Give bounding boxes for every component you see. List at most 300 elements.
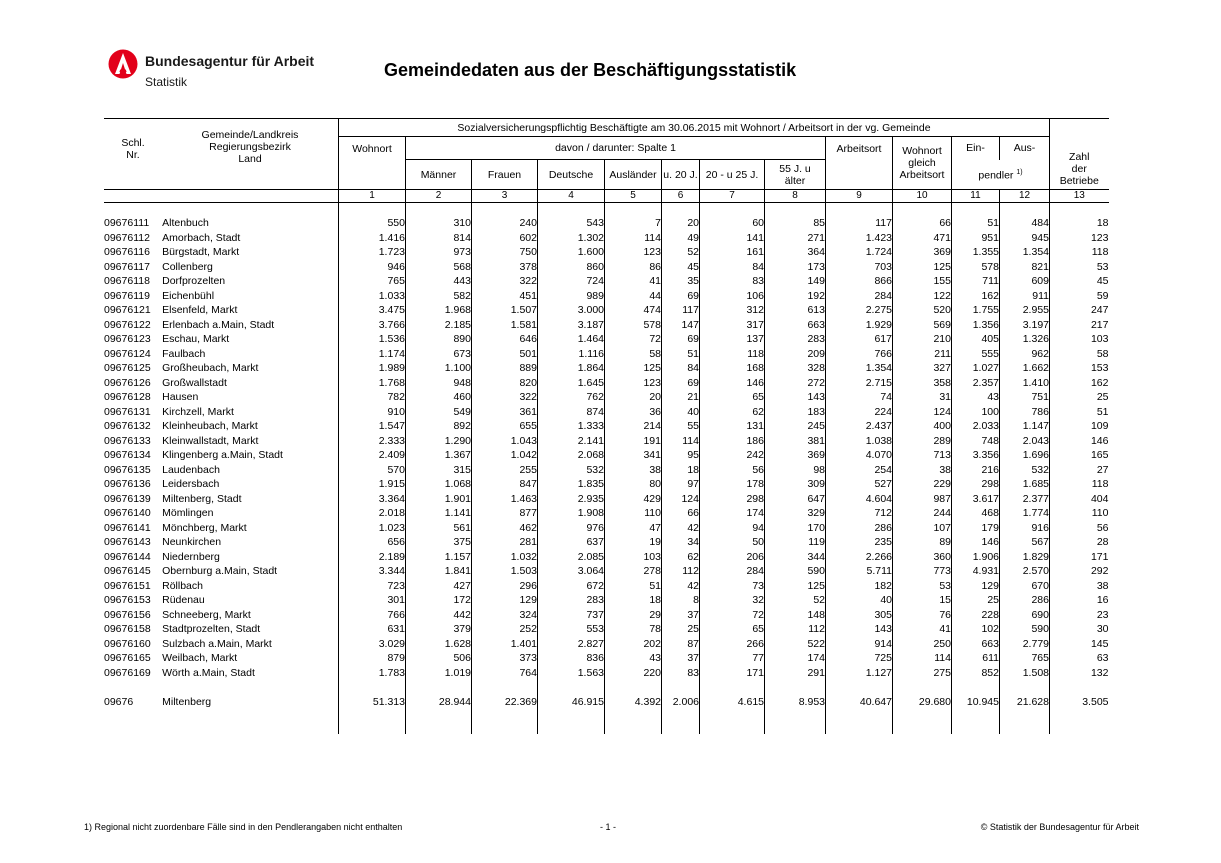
row-name: Röllbach	[162, 579, 203, 592]
row-value: 63	[1050, 651, 1109, 666]
row-value: 112	[662, 564, 700, 579]
row-value: 102	[952, 622, 1000, 637]
row-value: 4.392	[605, 695, 662, 710]
row-value: 224	[826, 405, 893, 420]
row-value: 2.189	[339, 550, 406, 565]
table-row	[104, 448, 1109, 463]
table-row	[104, 289, 1109, 304]
row-value: 103	[1050, 332, 1109, 347]
row-value: 570	[339, 463, 406, 478]
footnote: 1) Regional nicht zuordenbare Fälle sind in den Pendlerangaben nicht enthalten	[84, 822, 403, 832]
row-value: 405	[952, 332, 1000, 347]
row-value: 62	[700, 405, 765, 420]
row-value: 360	[893, 550, 952, 565]
row-value: 36	[605, 405, 662, 420]
row-value: 22.369	[472, 695, 538, 710]
row-name: Bürgstadt, Markt	[162, 246, 240, 258]
row-code: 09676160	[104, 637, 151, 650]
row-value: 1.032	[472, 550, 538, 565]
row-value: 613	[765, 303, 826, 318]
header-banner: Sozialversicherungspflichtig Beschäftigte am 30.06.2015 mit Wohnort / Arbeitsort in der vg. Gemeinde	[339, 119, 1050, 137]
row-value: 609	[1000, 274, 1050, 289]
row-value: 1.841	[406, 564, 472, 579]
row-value: 110	[605, 506, 662, 521]
row-value: 765	[1000, 651, 1050, 666]
row-value: 86	[605, 260, 662, 275]
row-value: 1.333	[538, 419, 605, 434]
table-row	[104, 231, 1109, 246]
row-value: 51.313	[339, 695, 406, 710]
row-value: 85	[765, 216, 826, 231]
row-value: 532	[538, 463, 605, 478]
column-number: 5	[605, 190, 662, 203]
row-value: 1.536	[339, 332, 406, 347]
row-code: 09676141	[104, 521, 151, 534]
row-value: 125	[765, 579, 826, 594]
row-value: 3.344	[339, 564, 406, 579]
row-value: 713	[893, 448, 952, 463]
row-value: 569	[893, 318, 952, 333]
row-value: 56	[700, 463, 765, 478]
row-value: 750	[472, 245, 538, 260]
row-value: 602	[472, 231, 538, 246]
row-value: 656	[339, 535, 406, 550]
row-value: 66	[662, 506, 700, 521]
row-value: 892	[406, 419, 472, 434]
header-wohnort-gleich-arbeitsort: Wohnort gleich Arbeitsort	[893, 137, 952, 190]
row-value: 471	[893, 231, 952, 246]
row-value: 814	[406, 231, 472, 246]
row-value: 327	[893, 361, 952, 376]
row-value: 98	[765, 463, 826, 478]
table-row	[104, 608, 1109, 623]
row-value: 550	[339, 216, 406, 231]
row-value: 3.029	[339, 637, 406, 652]
row-value: 110	[1050, 506, 1109, 521]
row-value: 2.141	[538, 434, 605, 449]
header-pendler	[952, 160, 1050, 190]
row-code: 09676118	[104, 275, 150, 287]
table-row	[104, 521, 1109, 536]
row-value: 341	[605, 448, 662, 463]
row-value: 3.187	[538, 318, 605, 333]
row-value: 914	[826, 637, 893, 652]
row-value: 29.680	[893, 695, 952, 710]
column-number: 6	[662, 190, 700, 203]
row-value: 146	[1050, 434, 1109, 449]
row-name: Laudenbach	[162, 463, 220, 476]
row-value: 123	[1050, 231, 1109, 246]
row-code: 09676134	[104, 449, 151, 461]
row-value: 34	[662, 535, 700, 550]
table-row	[104, 593, 1109, 608]
row-value: 51	[1050, 405, 1109, 420]
row-value: 69	[662, 332, 700, 347]
row-value: 748	[952, 434, 1000, 449]
header-gemeinde: Gemeinde/Landkreis Regierungsbezirk Land	[201, 129, 299, 165]
table-row	[104, 390, 1109, 405]
row-value: 506	[406, 651, 472, 666]
row-value: 149	[765, 274, 826, 289]
row-value: 58	[1050, 347, 1109, 362]
row-value: 2.018	[339, 506, 406, 521]
row-code: 09676123	[104, 333, 151, 345]
row-value: 109	[1050, 419, 1109, 434]
column-number-row	[104, 190, 1109, 203]
row-value: 84	[700, 260, 765, 275]
row-value: 146	[700, 376, 765, 391]
row-value: 172	[406, 593, 472, 608]
row-value: 889	[472, 361, 538, 376]
header-pendler-sup: 1)	[1016, 169, 1023, 176]
row-value: 567	[1000, 535, 1050, 550]
row-value: 254	[826, 463, 893, 478]
copyright: © Statistik der Bundesagentur für Arbeit	[980, 822, 1139, 832]
row-value: 298	[700, 492, 765, 507]
row-value: 987	[893, 492, 952, 507]
row-value: 911	[1000, 289, 1050, 304]
header-u20: u. 20 J.	[662, 160, 700, 190]
row-value: 58	[605, 347, 662, 362]
row-value: 214	[605, 419, 662, 434]
row-value: 122	[893, 289, 952, 304]
row-value: 877	[472, 506, 538, 521]
row-value: 1.027	[952, 361, 1000, 376]
brand-name: Bundesagentur für Arbeit	[145, 53, 315, 69]
row-value: 1.968	[406, 303, 472, 318]
row-value: 1.116	[538, 347, 605, 362]
row-value: 400	[893, 419, 952, 434]
row-value: 820	[472, 376, 538, 391]
row-value: 30	[1050, 622, 1109, 637]
row-value: 1.157	[406, 550, 472, 565]
row-value: 123	[605, 376, 662, 391]
row-name: Hausen	[162, 391, 199, 403]
row-value: 31	[893, 390, 952, 405]
row-value: 40.647	[826, 695, 893, 710]
header-pendler-text: pendler	[978, 169, 1014, 182]
row-value: 35	[662, 274, 700, 289]
row-value: 38	[1050, 579, 1109, 594]
row-value: 2.409	[339, 448, 406, 463]
row-value: 112	[765, 622, 826, 637]
row-value: 220	[605, 666, 662, 681]
row-value: 1.416	[339, 231, 406, 246]
table-row	[104, 463, 1109, 478]
row-value: 21.628	[1000, 695, 1050, 710]
row-value: 637	[538, 535, 605, 550]
row-name: Stadtprozelten, Stadt	[162, 623, 261, 635]
row-value: 561	[406, 521, 472, 536]
row-code: 09676140	[104, 507, 151, 519]
row-value: 690	[1000, 608, 1050, 623]
row-value: 217	[1050, 318, 1109, 333]
row-value: 72	[700, 608, 765, 623]
row-value: 568	[406, 260, 472, 275]
row-value: 291	[765, 666, 826, 681]
row-code: 09676121	[104, 304, 151, 316]
row-code: 09676135	[104, 463, 151, 476]
row-value: 87	[662, 637, 700, 652]
row-value: 143	[765, 390, 826, 405]
row-value: 51	[662, 347, 700, 362]
row-value: 292	[1050, 564, 1109, 579]
row-value: 29	[605, 608, 662, 623]
row-value: 442	[406, 608, 472, 623]
row-value: 1.503	[472, 564, 538, 579]
header-wohnort: Wohnort	[339, 137, 406, 190]
row-value: 245	[765, 419, 826, 434]
row-value: 281	[472, 535, 538, 550]
row-value: 762	[538, 390, 605, 405]
header-auslaender: Ausländer	[605, 160, 662, 190]
row-name: Miltenberg, Stadt	[162, 492, 242, 505]
row-value: 3.766	[339, 318, 406, 333]
row-value: 5.711	[826, 564, 893, 579]
table-row	[104, 419, 1109, 434]
table-row	[104, 492, 1109, 507]
row-value: 32	[700, 593, 765, 608]
row-value: 250	[893, 637, 952, 652]
row-value: 946	[339, 260, 406, 275]
header-aus: Aus-	[1000, 137, 1050, 160]
row-value: 948	[406, 376, 472, 391]
row-value: 543	[538, 216, 605, 231]
row-value: 278	[605, 564, 662, 579]
row-value: 451	[472, 289, 538, 304]
row-value: 1.783	[339, 666, 406, 681]
row-value: 10.945	[952, 695, 1000, 710]
row-value: 1.033	[339, 289, 406, 304]
row-value: 216	[952, 463, 1000, 478]
row-value: 764	[472, 666, 538, 681]
row-value: 283	[765, 332, 826, 347]
row-code: 09676136	[104, 478, 151, 490]
row-code: 09676117	[104, 260, 150, 273]
row-value: 179	[952, 521, 1000, 536]
row-value: 170	[765, 521, 826, 536]
row-value: 782	[339, 390, 406, 405]
row-value: 520	[893, 303, 952, 318]
row-value: 973	[406, 245, 472, 260]
column-number: 7	[700, 190, 765, 203]
row-value: 1.038	[826, 434, 893, 449]
page-number: - 1 -	[600, 822, 617, 832]
row-value: 4.931	[952, 564, 1000, 579]
row-value: 1.100	[406, 361, 472, 376]
table-row	[104, 361, 1109, 376]
row-name: Altenbuch	[162, 217, 209, 229]
row-value: 522	[765, 637, 826, 652]
row-value: 611	[952, 651, 1000, 666]
header-arbeitsort: Arbeitsort	[826, 137, 893, 190]
row-code: 09676131	[104, 405, 151, 418]
header-betriebe: Zahl der Betriebe	[1050, 119, 1109, 190]
row-value: 1.354	[826, 361, 893, 376]
row-value: 4.604	[826, 492, 893, 507]
row-value: 373	[472, 651, 538, 666]
row-value: 1.367	[406, 448, 472, 463]
row-value: 1.356	[952, 318, 1000, 333]
row-code: 09676153	[104, 594, 151, 606]
column-number: 11	[952, 190, 1000, 203]
row-value: 41	[605, 274, 662, 289]
row-value: 174	[700, 506, 765, 521]
table-row	[104, 564, 1109, 579]
row-name: Miltenberg	[162, 696, 212, 708]
header-maenner: Männer	[406, 160, 472, 190]
table-row	[104, 303, 1109, 318]
row-name: Rüdenau	[162, 594, 205, 606]
row-value: 1.507	[472, 303, 538, 318]
row-value: 1.989	[339, 361, 406, 376]
row-value: 322	[472, 274, 538, 289]
row-value: 3.364	[339, 492, 406, 507]
row-value: 1.774	[1000, 506, 1050, 521]
row-value: 153	[1050, 361, 1109, 376]
row-value: 55	[662, 419, 700, 434]
row-value: 344	[765, 550, 826, 565]
row-value: 143	[826, 622, 893, 637]
row-value: 271	[765, 231, 826, 246]
table-row	[104, 666, 1109, 681]
row-value: 672	[538, 579, 605, 594]
row-value: 847	[472, 477, 538, 492]
column-number: 12	[1000, 190, 1050, 203]
row-value: 1.901	[406, 492, 472, 507]
row-value: 1.464	[538, 332, 605, 347]
row-value: 951	[952, 231, 1000, 246]
row-value: 2.068	[538, 448, 605, 463]
row-value: 2.715	[826, 376, 893, 391]
row-name: Großwallstadt	[162, 376, 227, 389]
row-value: 1.326	[1000, 332, 1050, 347]
row-value: 723	[339, 579, 406, 594]
row-value: 84	[662, 361, 700, 376]
row-value: 3.475	[339, 303, 406, 318]
row-code: 09676133	[104, 434, 151, 447]
row-value: 100	[952, 405, 1000, 420]
row-value: 206	[700, 550, 765, 565]
row-value: 107	[893, 521, 952, 536]
row-value: 578	[605, 318, 662, 333]
table-row	[104, 695, 1109, 710]
row-value: 2.333	[339, 434, 406, 449]
row-value: 118	[1050, 477, 1109, 492]
row-value: 712	[826, 506, 893, 521]
row-value: 18	[605, 593, 662, 608]
row-value: 328	[765, 361, 826, 376]
row-code: 09676145	[104, 565, 151, 577]
row-value: 275	[893, 666, 952, 681]
row-value: 45	[1050, 274, 1109, 289]
row-value: 174	[765, 651, 826, 666]
row-value: 460	[406, 390, 472, 405]
row-value: 77	[700, 651, 765, 666]
column-number: 3	[472, 190, 538, 203]
table-row	[104, 405, 1109, 420]
row-value: 1.755	[952, 303, 1000, 318]
row-value: 162	[952, 289, 1000, 304]
row-value: 617	[826, 332, 893, 347]
row-value: 244	[893, 506, 952, 521]
row-code: 09676169	[104, 666, 151, 679]
row-value: 242	[700, 448, 765, 463]
table-row	[104, 535, 1109, 550]
row-value: 145	[1050, 637, 1109, 652]
row-value: 52	[765, 593, 826, 608]
row-value: 2.827	[538, 637, 605, 652]
row-value: 725	[826, 651, 893, 666]
row-value: 1.141	[406, 506, 472, 521]
row-value: 266	[700, 637, 765, 652]
row-value: 1.696	[1000, 448, 1050, 463]
table-row	[104, 274, 1109, 289]
row-value: 97	[662, 477, 700, 492]
column-number: 9	[826, 190, 893, 203]
row-value: 132	[1050, 666, 1109, 681]
row-value: 53	[1050, 260, 1109, 275]
row-value: 3.064	[538, 564, 605, 579]
row-value: 1.019	[406, 666, 472, 681]
row-value: 1.581	[472, 318, 538, 333]
row-value: 427	[406, 579, 472, 594]
row-value: 2.935	[538, 492, 605, 507]
row-value: 549	[406, 405, 472, 420]
row-value: 1.915	[339, 477, 406, 492]
row-value: 155	[893, 274, 952, 289]
row-value: 874	[538, 405, 605, 420]
row-name: Schneeberg, Markt	[162, 608, 251, 621]
row-value: 4.070	[826, 448, 893, 463]
row-value: 1.724	[826, 245, 893, 260]
row-value: 1.662	[1000, 361, 1050, 376]
row-name: Mönchberg, Markt	[162, 521, 247, 534]
row-value: 1.290	[406, 434, 472, 449]
row-value: 20	[605, 390, 662, 405]
table-row	[104, 245, 1109, 260]
row-value: 1.147	[1000, 419, 1050, 434]
ba-logo-icon	[108, 49, 138, 79]
table-row	[104, 318, 1109, 333]
column-number: 13	[1050, 190, 1109, 203]
row-value: 296	[472, 579, 538, 594]
brand-subtitle: Statistik	[145, 75, 188, 89]
table-row	[104, 680, 1109, 695]
row-value: 114	[605, 231, 662, 246]
row-value: 1.463	[472, 492, 538, 507]
column-number: 4	[538, 190, 605, 203]
row-value: 78	[605, 622, 662, 637]
row-value: 210	[893, 332, 952, 347]
row-value: 49	[662, 231, 700, 246]
row-value: 44	[605, 289, 662, 304]
table-row	[104, 550, 1109, 565]
row-value: 148	[765, 608, 826, 623]
row-value: 25	[1050, 390, 1109, 405]
row-value: 443	[406, 274, 472, 289]
row-name: Neunkirchen	[162, 536, 222, 548]
row-value: 165	[1050, 448, 1109, 463]
row-name: Niedernberg	[162, 550, 220, 563]
row-code: 09676111	[104, 217, 150, 229]
row-value: 255	[472, 463, 538, 478]
row-value: 916	[1000, 521, 1050, 536]
row-code: 09676158	[104, 623, 151, 635]
row-code: 09676116	[104, 246, 150, 258]
row-value: 18	[1050, 216, 1109, 231]
row-value: 315	[406, 463, 472, 478]
